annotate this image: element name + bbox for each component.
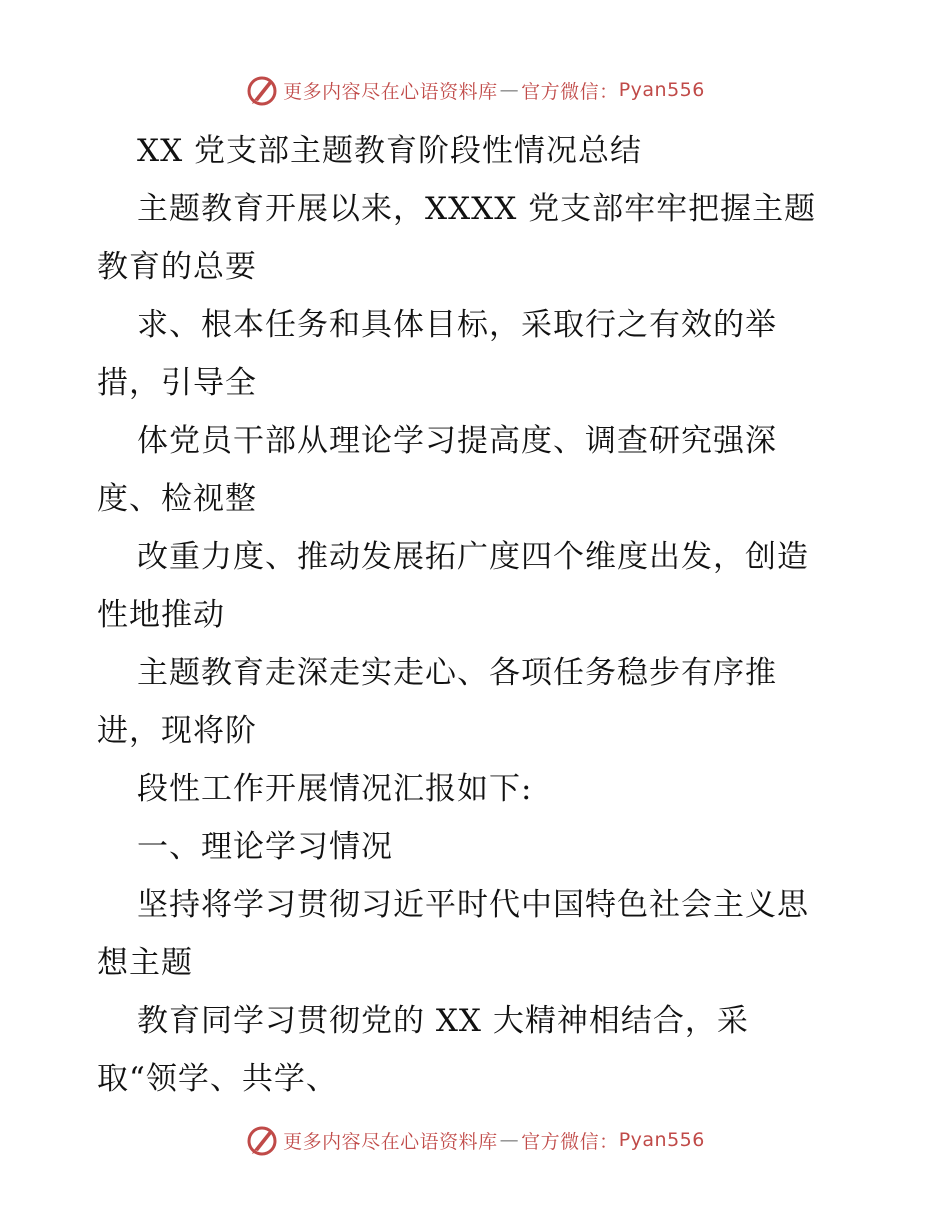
watermark-promo-text: 更多内容尽在心语资料库 [283, 80, 498, 103]
watermark-separator: — [499, 1129, 520, 1151]
watermark-contact-account: Pyan556 [618, 1129, 705, 1151]
header-watermark [0, 70, 950, 110]
section-heading: 一、理论学习情况 [137, 829, 393, 865]
paragraph-line: 改重力度、推动发展拓广度四个维度出发，创造 [137, 539, 809, 575]
watermark-separator: — [499, 79, 520, 101]
paragraph-line: 度、检视整 [97, 481, 257, 517]
quill-pen-logo-icon [245, 1123, 279, 1157]
document-title: XX 党支部主题教育阶段性情况总结 [137, 133, 642, 169]
paragraph-line: 体党员干部从理论学习提高度、调查研究强深 [137, 423, 777, 459]
paragraph-line: 坚持将学习贯彻习近平时代中国特色社会主义思 [137, 887, 809, 923]
paragraph-line: 求、根本任务和具体目标，采取行之有效的举 [137, 307, 777, 343]
watermark-promo-text: 更多内容尽在心语资料库 [283, 1130, 498, 1153]
paragraph-line: 取“领学、共学、 [97, 1061, 338, 1097]
paragraph-line: 教育的总要 [97, 249, 257, 285]
paragraph-line: 主题教育开展以来，XXXX 党支部牢牢把握主题 [137, 191, 817, 227]
watermark-contact-label: 官方微信： [521, 80, 619, 103]
footer-watermark [0, 1120, 950, 1160]
paragraph-line: 措，引导全 [97, 365, 257, 401]
paragraph-line: 段性工作开展情况汇报如下: [137, 771, 533, 807]
watermark-contact-label: 官方微信： [521, 1130, 619, 1153]
paragraph-line: 性地推动 [97, 597, 225, 633]
quill-pen-logo-icon [245, 73, 279, 107]
paragraph-line: 想主题 [97, 945, 193, 981]
paragraph-line: 主题教育走深走实走心、各项任务稳步有序推 [137, 655, 777, 691]
watermark-contact-account: Pyan556 [618, 79, 705, 101]
paragraph-line: 教育同学习贯彻党的 XX 大精神相结合，采 [137, 1003, 749, 1039]
paragraph-line: 进，现将阶 [97, 713, 257, 749]
document-body [97, 122, 877, 1108]
